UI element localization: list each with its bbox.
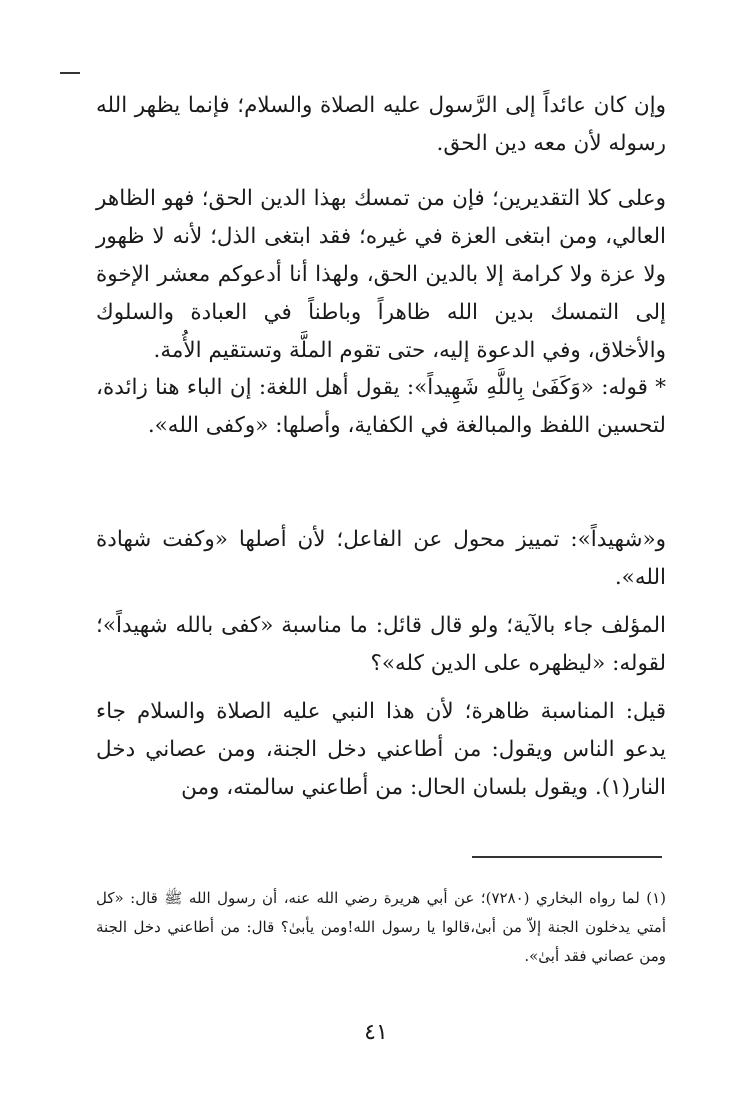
paragraph-text: وإن كان عائداً إلى الرَّسول عليه الصلاة والسلام؛ فإنما يظهر الله رسوله لأن معه دين الحق. xyxy=(96,93,666,156)
paragraph-text: قيل: المناسبة ظاهرة؛ لأن هذا النبي عليه الصلاة والسلام جاء يدعو الناس ويقول: من أطاعني دخل الجنة، ومن عصاني دخل النار(١). ويقول بلسان الحال: من أطاعني سالمته، ومن xyxy=(96,699,666,800)
margin-mark xyxy=(60,72,80,74)
footnote-divider xyxy=(472,856,662,858)
page-number: ٤١ xyxy=(364,1020,388,1045)
body-paragraph-5 xyxy=(96,607,666,683)
body-paragraph-2 xyxy=(96,180,666,370)
paragraph-text: المؤلف جاء بالآية؛ ولو قال قائل: ما مناسبة «كفى بالله شهيداً»؛ لقوله: «ليظهره على الدين كله»؟ xyxy=(96,613,666,676)
footnote: (١) لما رواه البخاري (٧٢٨٠)؛ عن أبي هريرة رضي الله عنه، أن رسول الله ﷺ قال: «كل أمتي يدخلون الجنة إلاّ من أبىٰ،قالوا يا رسول الله!ومن يأبىٰ؟ قال: من أطاعني دخل الجنة ومن عصاني فقد أبىٰ». xyxy=(96,889,667,965)
body-paragraph-1 xyxy=(96,87,666,163)
paragraph-text: * قوله: «وَكَفَىٰ بِاللَّهِ شَهِيداً»: يقول أهل اللغة: إن الباء هنا زائدة، لتحسين اللفظ والمبالغة في الكفاية، وأصلها: «وكفى الله». xyxy=(96,375,666,438)
paragraph-text: و«شهيداً»: تمييز محول عن الفاعل؛ لأن أصلها «وكفت شهادة الله». xyxy=(96,527,666,590)
body-paragraph-4 xyxy=(96,521,666,597)
body-paragraph-3 xyxy=(96,369,666,445)
body-paragraph-6 xyxy=(96,693,666,807)
paragraph-text: وعلى كلا التقديرين؛ فإن من تمسك بهذا الدين الحق؛ فهو الظاهر العالي، ومن ابتغى العزة في غيره؛ فقد ابتغى الذل؛ لأنه لا ظهور ولا عزة ولا كرامة إلا بالدين الحق، ولهذا أنا أدعوكم معشر الإخوة إلى التمسك بدين الله ظاهراً وباطناً في العبادة والسلوك والأخلاق، وفي الدعوة إليه، حتى تقوم الملَّة وتستقيم الأُمة. xyxy=(96,186,666,363)
